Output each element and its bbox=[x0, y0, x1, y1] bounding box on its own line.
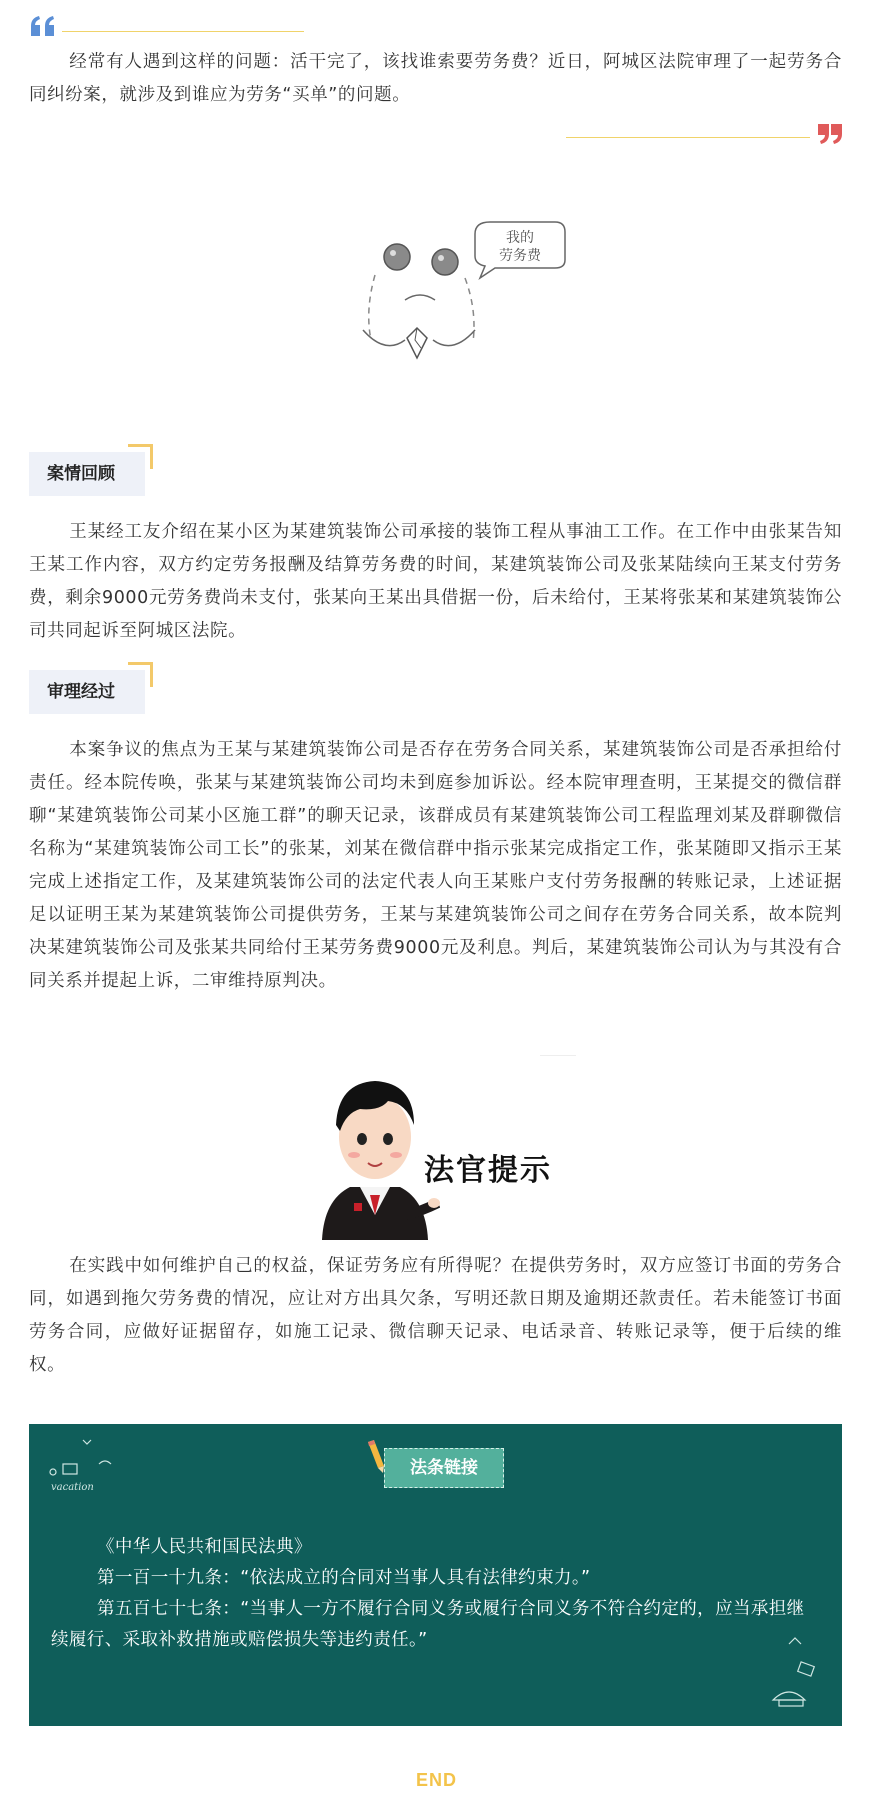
sad-face-illustration bbox=[335, 220, 575, 380]
section-title: 案情回顾 bbox=[47, 464, 115, 484]
intro-paragraph bbox=[29, 46, 842, 112]
bubble-text-1: 我的 bbox=[506, 230, 534, 246]
tips-text: 在实践中如何维护自己的权益，保证劳务应有所得呢？在提供劳务时，双方应签订书面的劳务合同，如遇到拖欠劳务费的情况，应让对方出具欠条，写明还款日期及逾期还款责任。若未能签订书面劳务合同，应做好证据留存，如施工记录、微信聊天记录、电话录音、转账记录等，便于后续的维权。 bbox=[29, 1256, 842, 1375]
bubble-text-2: 劳务费 bbox=[499, 248, 541, 264]
open-quote-icon bbox=[29, 16, 57, 36]
section-title: 审理经过 bbox=[47, 682, 115, 702]
law-article-1-text: 第一百一十九条：“依法成立的合同对当事人具有法律约束力。” bbox=[97, 1568, 591, 1588]
trial-process-paragraph bbox=[29, 734, 842, 998]
section-tag-case-review bbox=[29, 452, 145, 496]
law-article-2 bbox=[51, 1594, 821, 1656]
case-review-paragraph bbox=[29, 516, 842, 648]
law-link-box bbox=[29, 1424, 842, 1726]
books-doodle-icon bbox=[769, 1634, 829, 1714]
quote-line-bottom bbox=[566, 137, 810, 138]
vacation-doodle-text: vacation bbox=[51, 1482, 94, 1493]
trial-process-text: 本案争议的焦点为王某与某建筑装饰公司是否存在劳务合同关系，某建筑装饰公司是否承担给付责任。经本院传唤，张某与某建筑装饰公司均未到庭参加诉讼。经本院审理查明，王某提交的微信群聊“某建筑装饰公司某小区施工群”的聊天记录，该群成员有某建筑装饰公司工程监理刘某及群聊微信名称为“某建筑装饰公司工长”的张某，刘某在微信群中指示张某完成指定工作，张某随即又指示王某完成上述指定工作，及某建筑装饰公司的法定代表人向王某账户支付劳务报酬的转账记录，上述证据足以证明王某为某建筑装饰公司提供劳务，王某与某建筑装饰公司之间存在劳务合同关系，故本院判决某建筑装饰公司及张某共同给付王某劳务费9000元及利息。判后，某建筑装饰公司认为与其没有合同关系并提起上诉，二审维持原判决。 bbox=[29, 740, 842, 991]
close-quote-icon bbox=[815, 124, 843, 144]
law-link-title: 法条链接 bbox=[384, 1448, 504, 1488]
judge-tip-title: 法官提示 bbox=[424, 1153, 552, 1188]
tag-corner-decoration bbox=[128, 662, 153, 687]
law-code-name-text: 《中华人民共和国民法典》 bbox=[97, 1537, 312, 1557]
tag-corner-decoration bbox=[128, 444, 153, 469]
end-marker: END bbox=[415, 1770, 457, 1790]
intro-text: 经常有人遇到这样的问题：活干完了，该找谁索要劳务费？近日，阿城区法院审理了一起劳务合同纠纷案，就涉及到谁应为劳务“买单”的问题。 bbox=[29, 52, 842, 105]
tips-paragraph bbox=[29, 1250, 842, 1382]
law-article-2-text: 第五百七十七条：“当事人一方不履行合同义务或履行合同义务不符合约定的，应当承担继续履行、采取补救措施或赔偿损失等违约责任。” bbox=[51, 1599, 805, 1650]
judge-illustration bbox=[310, 1065, 440, 1240]
case-review-text: 王某经工友介绍在某小区为某建筑装饰公司承接的装饰工程从事油工工作。在工作中由张某告知王某工作内容，双方约定劳务报酬及结算劳务费的时间，某建筑装饰公司及张某陆续向王某支付劳务费，剩余9000元劳务费尚未支付，张某向王某出具借据一份，后未给付，王某将张某和某建筑装饰公司共同起诉至阿城区法院。 bbox=[29, 522, 842, 641]
quote-line-top bbox=[62, 31, 304, 32]
section-tag-trial-process bbox=[29, 670, 145, 714]
law-code-name bbox=[51, 1532, 821, 1563]
divider bbox=[540, 1055, 576, 1056]
law-article-1 bbox=[51, 1563, 821, 1594]
vacation-doodle-icon bbox=[39, 1434, 139, 1494]
